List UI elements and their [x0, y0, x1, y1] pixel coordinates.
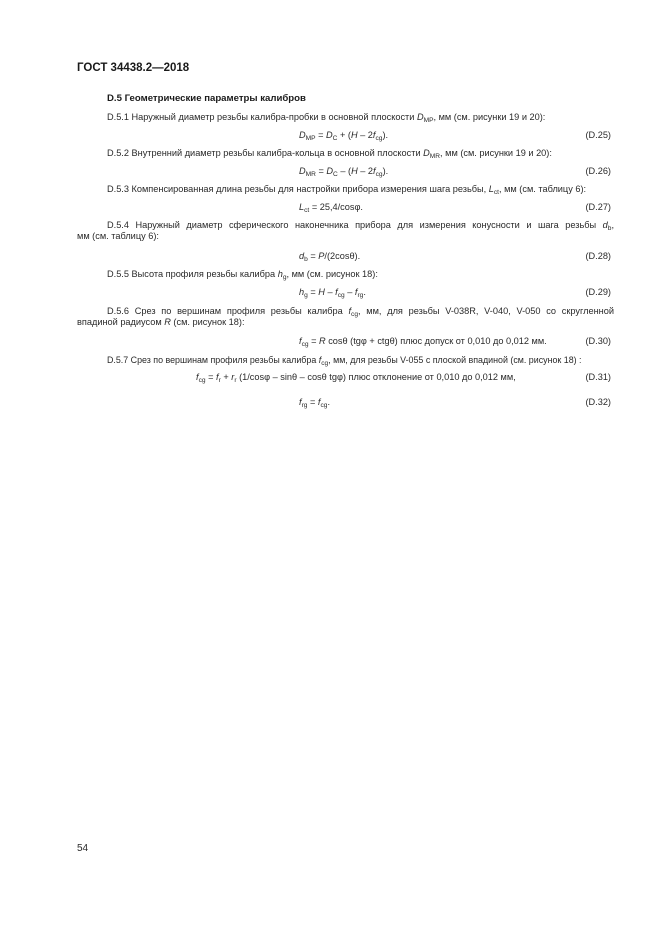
paragraph-d5-6: D.5.6 Срез по вершинам профиля резьбы калибра $f_{cg}$, мм, для резьбы V-038R, V-040, V-050 со скругленной впадиной радиусом R (см. рисунок 18):	[77, 306, 614, 327]
paragraph-d5-4: D.5.4 Наружный диаметр сферического наконечника прибора для измерения конусности и шага резьбы $d_b$, мм (см. таблицу 6):	[77, 220, 614, 241]
equation-number-d31: (D.31)	[585, 372, 611, 382]
paragraph-d5-7: D.5.7 Срез по вершинам профиля резьбы калибра $f_{cg}$, мм, для резьбы V-055 с плоской впадиной (см. рисунок 18) :	[107, 355, 582, 367]
formula-d26: $D_{MR} = D_C - (H - 2f_{cg})$.	[299, 166, 389, 178]
formula-d25: $D_{MP} = D_C + (H - 2f_{cg})$.	[299, 130, 389, 142]
formula-d29: $h_g = H - f_{cg} - f_{rg}$.	[299, 287, 366, 299]
equation-number-d30: (D.30)	[585, 336, 611, 346]
formula-d30: $f_{cg} = R$ cosθ (tgφ + ctgθ) плюс допуск от 0,010 до 0,012 мм.	[299, 336, 547, 348]
formula-d27: $L_{ct} = 25,4/\cos\varphi$.	[299, 202, 363, 214]
paragraph-d5-1: D.5.1 Наружный диаметр резьбы калибра-пробки в основной плоскости $D_{MP}$, мм (см. рисунки 19 и 20):	[107, 112, 546, 124]
section-title: D.5 Геометрические параметры калибров	[107, 93, 306, 104]
formula-d31: $f_{cg} = f_r + r_r$ (1/cosφ – sinθ – cosθ tgφ) плюс отклонение от 0,010 до 0,012 мм,	[196, 372, 516, 384]
equation-number-d28: (D.28)	[585, 251, 611, 261]
paragraph-d5-3: D.5.3 Компенсированная длина резьбы для настройки прибора измерения шага резьбы, $L_{ct}$, мм (см. таблицу 6):	[107, 184, 587, 196]
equation-number-d32: (D.32)	[585, 397, 611, 407]
document-header: ГОСТ 34438.2—2018	[77, 62, 190, 74]
formula-d28: $d_b = P/(2\cos\theta)$.	[299, 251, 361, 263]
equation-number-d27: (D.27)	[585, 202, 611, 212]
equation-number-d26: (D.26)	[585, 166, 611, 176]
paragraph-d5-2: D.5.2 Внутренний диаметр резьбы калибра-кольца в основной плоскости $D_{MR}$, мм (см. рисунки 19 и 20):	[107, 148, 552, 160]
paragraph-d5-5: D.5.5 Высота профиля резьбы калибра $h_g$, мм (см. рисунок 18):	[107, 269, 378, 281]
page-number: 54	[77, 843, 89, 854]
equation-number-d25: (D.25)	[585, 130, 611, 140]
formula-d32: $f_{rg} = f_{cg}$.	[299, 397, 331, 409]
equation-number-d29: (D.29)	[585, 287, 611, 297]
